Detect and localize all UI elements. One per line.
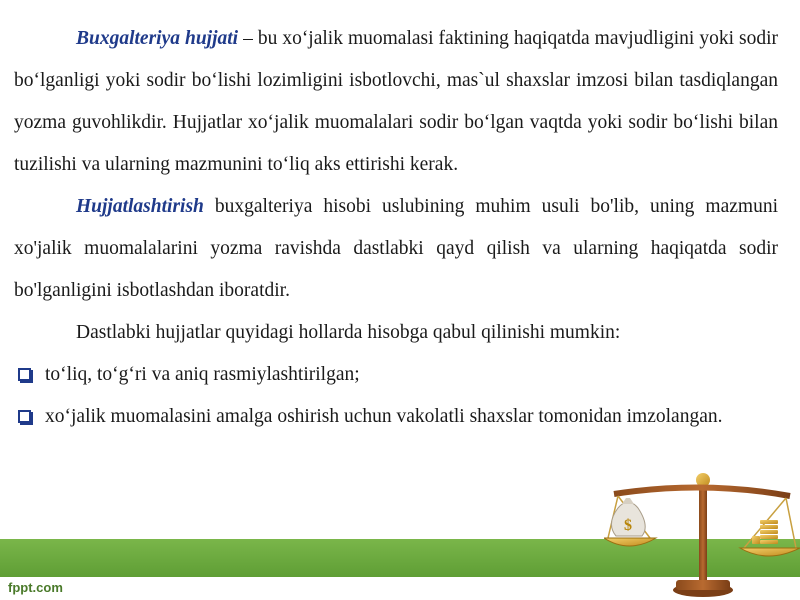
checkbox-bullet-icon [18, 410, 31, 423]
list-item [14, 396, 778, 438]
paragraph-hujjatlashtirish [14, 186, 778, 312]
list-item [14, 354, 778, 396]
checkbox-bullet-icon [18, 368, 31, 381]
list-item-text: to‘liq, to‘g‘ri va aniq rasmiylashtirilgan; [45, 364, 360, 385]
term-buxgalteriya-hujjati: Buxgalteriya hujjati [76, 28, 239, 49]
list-item-text: xo‘jalik muomalasini amalga oshirish uchun vakolatli shaxslar tomonidan imzolangan. [45, 406, 723, 427]
paragraph-definition [14, 18, 778, 186]
dollar-sign: $ [624, 517, 632, 534]
term-hujjatlashtirish: Hujjatlashtirish [76, 196, 204, 217]
paragraph-text: – bu xo‘jalik muomalasi faktining haqiqatda mavjudligini yoki sodir bo‘lganligi yoki sodir bo‘lishi lozimligini isbotlovchi, mas`ul shaxslar imzosi bilan tasdiqlangan yozma guvohlikdir. Hujjatlar xo‘jalik muomalalari sodir bo‘lgan vaqtda yoki sodir bo‘lishi bilan tuzilishi va ularning mazmunini to‘liq aks ettirishi kerak. [14, 28, 778, 175]
paragraph-text: Dastlabki hujjatlar quyidagi hollarda hisobga qabul qilinishi mumkin: [76, 322, 621, 343]
slide-body [14, 18, 778, 438]
balance-scale-icon [604, 452, 800, 600]
fppt-logo: fppt.com [8, 580, 63, 595]
paragraph-text: buxgalteriya hisobi uslubining muhim usuli bo'lib, uning mazmuni xo'jalik muomalalarini yozma ravishda dastlabki qayd qilish va ularning haqiqatda sodir bo'lganligini isbotlashdan iboratdir. [14, 196, 778, 301]
paragraph-intro-list [14, 312, 778, 354]
